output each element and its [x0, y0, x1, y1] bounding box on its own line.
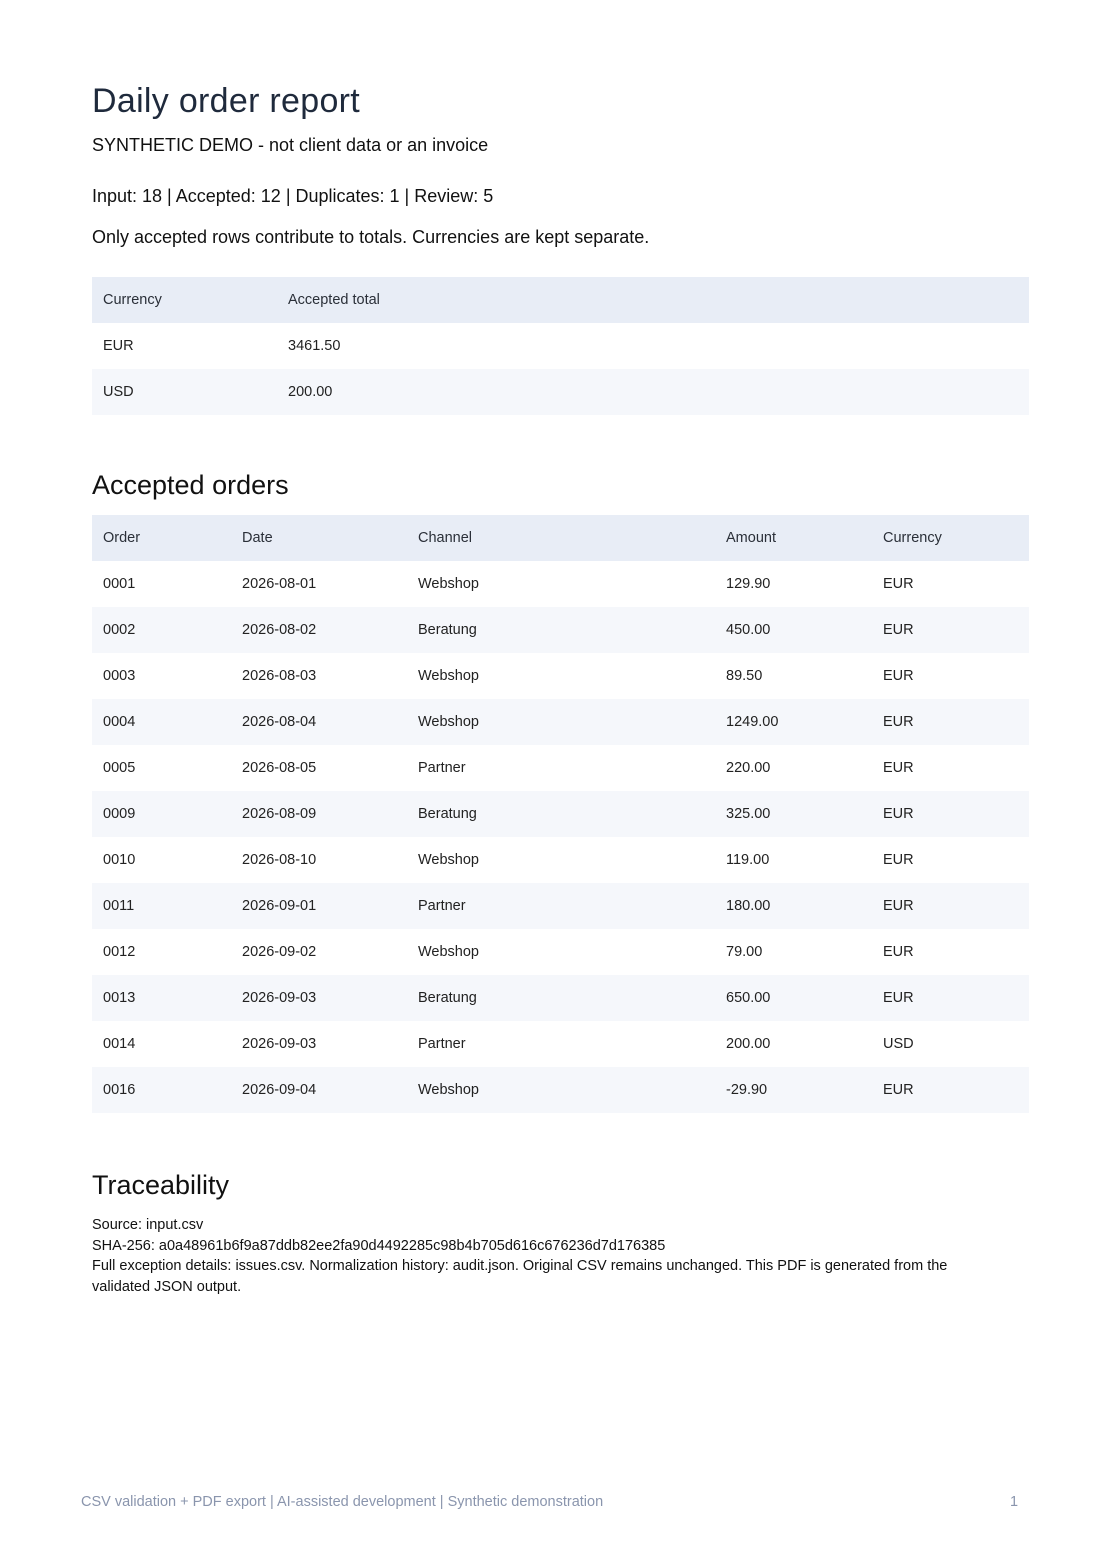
cell-amount: -29.90	[715, 1067, 872, 1113]
column-header-date: Date	[231, 515, 407, 561]
cell-date: 2026-09-01	[231, 883, 407, 929]
cell-amount: 325.00	[715, 791, 872, 837]
table-row	[92, 745, 1029, 791]
cell-date: 2026-09-03	[231, 975, 407, 1021]
section-heading-accepted-orders: Accepted orders	[92, 470, 289, 500]
column-header-channel: Channel	[407, 515, 715, 561]
page-footer: CSV validation + PDF export | AI-assisted development | Synthetic demonstration	[81, 1494, 604, 1510]
column-header-order: Order	[92, 515, 231, 561]
page-title: Daily order report	[92, 82, 361, 120]
cell-date: 2026-09-04	[231, 1067, 407, 1113]
cell-order: 0012	[103, 944, 136, 960]
cell-channel: Webshop	[407, 1067, 715, 1113]
page-subtitle: SYNTHETIC DEMO - not client data or an invoice	[92, 135, 489, 155]
cell-amount: 200.00	[726, 1036, 771, 1052]
table-row	[92, 975, 1029, 1021]
totals-table	[92, 277, 1029, 415]
cell-order: 0002	[92, 607, 231, 653]
cell-date: 2026-08-01	[242, 576, 317, 592]
cell-currency: EUR	[883, 944, 914, 960]
cell-currency: EUR	[872, 1067, 1029, 1113]
cell-order: 0011	[92, 883, 231, 929]
cell-channel: Partner	[418, 760, 466, 776]
cell-currency: EUR	[883, 852, 914, 868]
summary-stats: Input: 18 | Accepted: 12 | Duplicates: 1 | Review: 5	[92, 186, 494, 206]
cell-amount: 79.00	[726, 944, 763, 960]
cell-date: 2026-08-02	[231, 607, 407, 653]
table-row	[92, 369, 1029, 415]
cell-order: 0010	[103, 852, 136, 868]
cell-channel: Beratung	[407, 791, 715, 837]
table-row	[92, 699, 1029, 745]
cell-amount: 180.00	[715, 883, 872, 929]
cell-channel: Partner	[418, 1036, 466, 1052]
cell-amount: 650.00	[715, 975, 872, 1021]
trace-sha256: SHA-256: a0a48961b6f9a87ddb82ee2fa90d4492285c98b4b705d616c676236d7d176385	[92, 1237, 666, 1254]
cell-date: 2026-09-02	[242, 944, 317, 960]
page-number: 1	[1010, 1494, 1019, 1510]
cell-amount: 89.50	[726, 668, 763, 684]
cell-accepted-total: 200.00	[277, 369, 1029, 415]
cell-amount: 220.00	[726, 760, 771, 776]
column-header-accepted-total: Accepted total	[277, 277, 1029, 323]
cell-amount: 450.00	[715, 607, 872, 653]
table-row	[92, 929, 1029, 975]
cell-amount: 119.00	[726, 852, 770, 868]
cell-date: 2026-09-03	[242, 1036, 317, 1052]
table-header-row	[92, 277, 1029, 323]
table-row	[92, 1067, 1029, 1113]
cell-order: 0004	[92, 699, 231, 745]
cell-currency: USD	[92, 369, 277, 415]
table-row	[92, 883, 1029, 929]
totals-note: Only accepted rows contribute to totals. Currencies are kept separate.	[92, 227, 650, 247]
cell-currency: EUR	[872, 791, 1029, 837]
cell-channel: Partner	[407, 883, 715, 929]
cell-order: 0013	[92, 975, 231, 1021]
cell-date: 2026-08-04	[231, 699, 407, 745]
table-row	[92, 323, 1029, 369]
cell-currency: EUR	[883, 760, 914, 776]
cell-order: 0005	[103, 760, 136, 776]
cell-currency: EUR	[883, 668, 914, 684]
traceability-details	[92, 1215, 992, 1297]
table-row	[92, 837, 1029, 883]
cell-channel: Webshop	[418, 852, 479, 868]
cell-date: 2026-08-09	[231, 791, 407, 837]
cell-amount: 1249.00	[715, 699, 872, 745]
cell-order: 0003	[103, 668, 136, 684]
table-header-row	[92, 515, 1029, 561]
cell-accepted-total: 3461.50	[288, 338, 341, 354]
cell-date: 2026-08-10	[242, 852, 317, 868]
section-heading-traceability: Traceability	[92, 1170, 230, 1200]
orders-body	[92, 561, 1029, 1113]
totals-body	[92, 323, 1029, 415]
cell-channel: Webshop	[418, 944, 479, 960]
cell-date: 2026-08-03	[242, 668, 317, 684]
cell-currency: EUR	[872, 883, 1029, 929]
column-header-currency: Currency	[872, 515, 1029, 561]
cell-channel: Webshop	[418, 576, 479, 592]
cell-date: 2026-08-05	[242, 760, 317, 776]
cell-channel: Beratung	[407, 607, 715, 653]
cell-channel: Webshop	[407, 699, 715, 745]
cell-currency: EUR	[872, 699, 1029, 745]
column-header-amount: Amount	[715, 515, 872, 561]
column-header-currency: Currency	[92, 277, 277, 323]
table-row	[92, 1021, 1029, 1067]
trace-details: Full exception details: issues.csv. Normalization history: audit.json. Original CSV remains unchanged. This PDF is generated from the validated JSON output.	[92, 1258, 948, 1295]
cell-channel: Beratung	[407, 975, 715, 1021]
cell-channel: Webshop	[418, 668, 479, 684]
cell-currency: EUR	[103, 338, 134, 354]
orders-table	[92, 515, 1029, 1113]
cell-order: 0001	[103, 576, 136, 592]
cell-order: 0014	[103, 1036, 136, 1052]
trace-source: Source: input.csv	[92, 1217, 204, 1233]
cell-amount: 129.90	[726, 576, 771, 592]
table-row	[92, 561, 1029, 607]
cell-order: 0009	[92, 791, 231, 837]
cell-currency: EUR	[872, 975, 1029, 1021]
table-row	[92, 607, 1029, 653]
cell-currency: USD	[883, 1036, 914, 1052]
cell-currency: EUR	[872, 607, 1029, 653]
cell-order: 0016	[92, 1067, 231, 1113]
cell-currency: EUR	[883, 576, 914, 592]
table-row	[92, 653, 1029, 699]
table-row	[92, 791, 1029, 837]
